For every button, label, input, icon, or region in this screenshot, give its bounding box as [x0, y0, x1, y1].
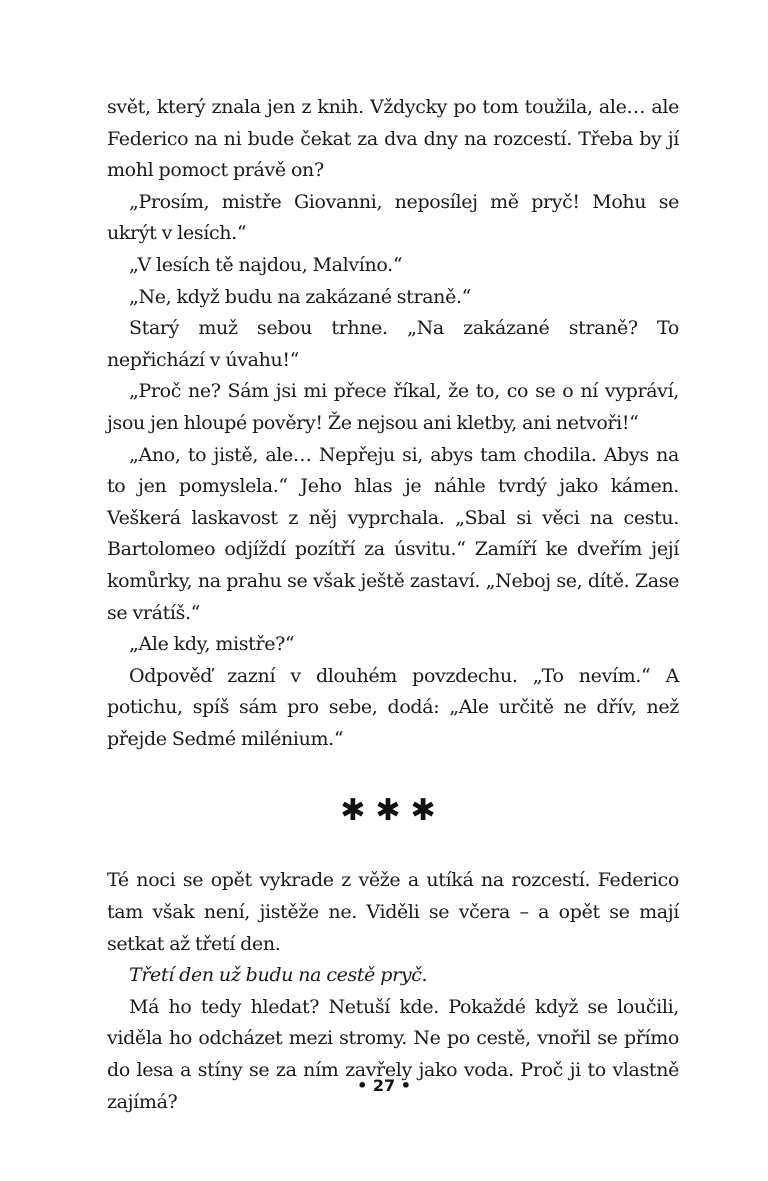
- paragraph: „V lesích tě najdou, Malvíno.“: [129, 253, 403, 276]
- paragraph: Má ho tedy hledat? Netuší kde. Pokaždé když se loučili, viděla ho odcházet mezi stromy. Ne po cestě, vnořil se přímo do lesa a stíny se za ním zavřely jako voda. Proč ji to vlastně zajímá?: [107, 995, 679, 1113]
- paragraph: Starý muž sebou trhne. „Na zakázané straně? To nepřichází v úvahu!“: [107, 317, 679, 371]
- paragraph: „Ano, to jistě, ale… Nepřeju si, abys tam chodila. Abys na to jen pomyslela.“ Jeho hlas je náhle tvrdý jako kámen. Veškerá laskavost z něj vyprchala. „Sbal si věci na cestu. Bartolomeo odjíždí pozítří za úsvitu.“ Zamíří ke dveřím její komůrky, na prahu se však ještě zastaví. „Neboj se, dítě. Zase se vrátíš.“: [107, 443, 679, 624]
- paragraph: Odpověď zazní v dlouhém povzdechu. „To nevím.“ A potichu, spíš sám pro sebe, dodá: „Ale určitě ne dřív, než přejde Sedmé milénium.“: [107, 664, 679, 750]
- section-break-asterisks: ✱✱✱: [340, 792, 446, 828]
- paragraph: svět, který znala jen z knih. Vždycky po tom toužila, ale… ale Federico na ni bude čekat za dva dny na rozcestí. Třeba by jí mohl pomoct právě on?: [107, 96, 679, 182]
- paragraph: „Ne, když budu na zakázané straně.“: [129, 285, 472, 308]
- page-number: • 27 •: [357, 1076, 411, 1095]
- paragraph: Té noci se opět vykrade z věže a utíká na rozcestí. Federico tam však není, jistěže ne. Viděli se včera – a opět se mají setkat až třetí den.: [107, 869, 679, 955]
- paragraph: „Proč ne? Sám jsi mi přece říkal, že to, co se o ní vypráví, jsou jen hloupé pověry! Že nejsou ani kletby, ani netvoři!“: [107, 380, 679, 434]
- paragraph: „Prosím, mistře Giovanni, neposílej mě pryč! Mohu se ukrýt v lesích.“: [107, 190, 679, 245]
- paragraph: „Ale kdy, mistře?“: [129, 633, 295, 656]
- page-body: [107, 92, 679, 1118]
- paragraph-italic-thought: Třetí den už budu na cestě pryč.: [129, 964, 428, 987]
